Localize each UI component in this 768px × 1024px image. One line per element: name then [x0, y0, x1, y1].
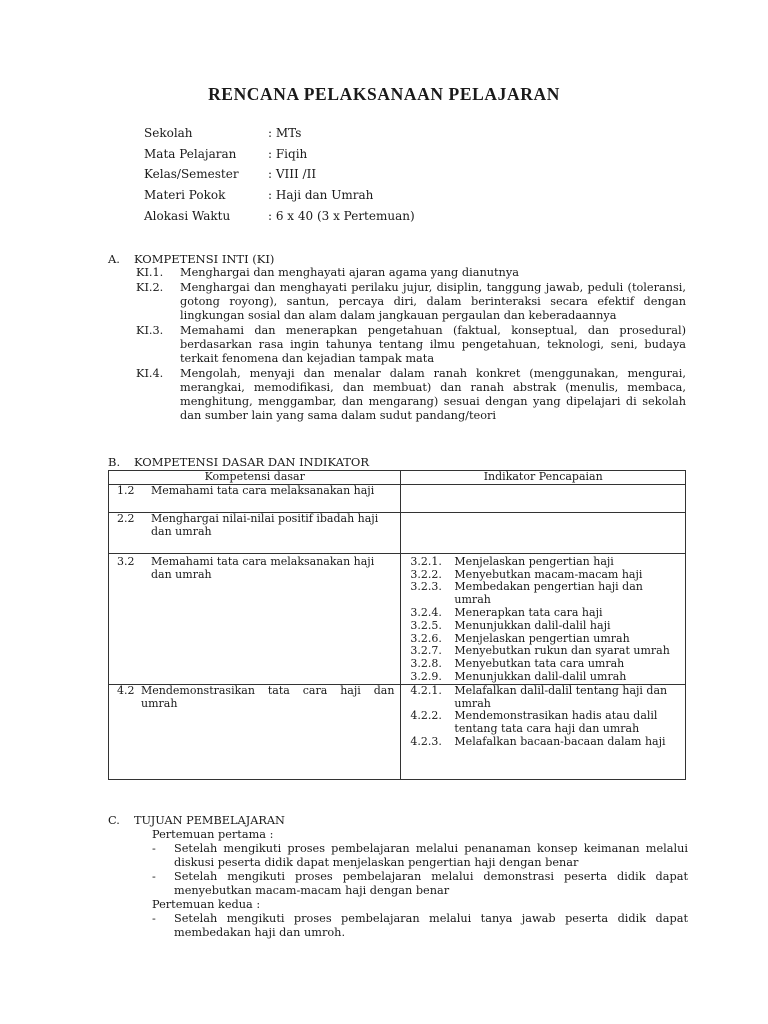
indicator-item: [401, 685, 685, 711]
bullet-mark: -: [152, 870, 156, 883]
indicator-number: 3.2.1.: [410, 554, 442, 568]
objective-item: [108, 870, 688, 898]
kd-number: 1.2: [117, 483, 135, 497]
info-value: : Haji dan Umrah: [268, 188, 374, 203]
ki-item: [136, 324, 686, 366]
table-header-kd: Kompetensi dasar: [109, 471, 401, 485]
section-title: KOMPETENSI INTI (KI): [134, 252, 275, 266]
info-block: [144, 126, 415, 229]
section-letter: C.: [108, 814, 120, 827]
indicator-text: Melafalkan dalil-dalil tentang haji dan umrah: [454, 683, 668, 710]
indicator-number: 3.2.6.: [410, 631, 442, 645]
info-value: : VIII /II: [268, 167, 317, 182]
indicator-text: Menyebutkan macam-macam haji: [454, 567, 643, 581]
kd-text: Menghargai nilai-nilai positif ibadah haji dan umrah: [151, 511, 379, 538]
indicator-item: [401, 581, 685, 607]
indicator-text: Menjelaskan pengertian umrah: [454, 631, 630, 645]
info-label: Materi Pokok: [144, 188, 226, 203]
objective-item: [108, 842, 688, 870]
kd-cell: [109, 553, 401, 684]
kd-cell: [109, 484, 401, 512]
bullet-mark: -: [152, 912, 156, 925]
indicator-number: 3.2.7.: [410, 644, 442, 658]
ki-number: KI.1.: [136, 266, 164, 279]
indicator-number: 4.2.1.: [410, 683, 442, 697]
bullet-mark: -: [152, 842, 156, 855]
ki-number: KI.3.: [136, 324, 164, 337]
table-header-indicator: Indikator Pencapaian: [401, 471, 686, 485]
indicator-number: 3.2.9.: [410, 669, 442, 683]
ki-item: [136, 367, 686, 423]
indicator-text: Menerapkan tata cara haji: [454, 605, 603, 619]
indicator-cell: [401, 684, 686, 779]
section-c: [108, 814, 688, 940]
objective-text: Setelah mengikuti proses pembelajaran melalui demonstrasi peserta didik dapat menyebutkan macam-macam haji dengan benar: [174, 870, 688, 897]
indicator-number: 3.2.5.: [410, 618, 442, 632]
kd-cell: [109, 684, 401, 779]
indicator-item: [401, 710, 685, 736]
ki-number: KI.2.: [136, 281, 164, 294]
indicator-number: 3.2.8.: [410, 657, 442, 671]
indicator-number: 4.2.3.: [410, 734, 442, 748]
kd-text: Memahami tata cara melaksanakan haji dan umrah: [151, 554, 375, 581]
kd-text: Memahami tata cara melaksanakan haji: [151, 483, 375, 497]
kd-number: 2.2: [117, 511, 135, 525]
section-a-heading: [108, 252, 274, 266]
indicator-item: [401, 736, 685, 749]
ki-item: [136, 266, 686, 280]
table-row: [109, 684, 686, 779]
info-row: [144, 147, 415, 168]
indicator-cell: [401, 484, 686, 512]
table-row: [109, 553, 686, 684]
kd-cell: [109, 512, 401, 553]
indicator-text: Menunjukkan dalil-dalil umrah: [454, 669, 627, 683]
indicator-text: Mendemonstrasikan hadis atau dalil tentang tata cara haji dan umrah: [454, 709, 658, 736]
ki-item: [136, 281, 686, 323]
ki-list: [136, 266, 686, 423]
indicator-number: 3.2.2.: [410, 567, 442, 581]
info-row: [144, 126, 415, 147]
info-row: [144, 188, 415, 209]
ki-text: Mengolah, menyaji dan menalar dalam ranah konkret (menggunakan, mengurai, merangkai, memodifikasi, dan membuat) dan ranah abstrak (menulis, membaca, menghitung, menggambar, dan mengarang) sesuai dengan yang dipelajari di sekolah dan sumber lain yang sama dalam sudut pandang/teori: [180, 367, 686, 422]
table-row: [109, 512, 686, 553]
indicator-text: Melafalkan bacaan-bacaan dalam haji: [454, 734, 666, 748]
meeting-label: Pertemuan pertama :: [152, 828, 274, 841]
info-value: : 6 x 40 (3 x Pertemuan): [268, 208, 415, 223]
ki-number: KI.4.: [136, 367, 164, 380]
kd-number: 3.2: [117, 554, 135, 568]
info-row: [144, 167, 415, 188]
indicator-number: 4.2.2.: [410, 709, 442, 723]
document-title: RENCANA PELAKSANAAN PELAJARAN: [208, 84, 560, 104]
indicator-cell: [401, 553, 686, 684]
section-b-heading: [108, 455, 369, 469]
kd-number: 4.2: [117, 683, 135, 697]
section-letter: B.: [108, 455, 121, 469]
kd-text: Mendemonstrasikan tata cara haji dan umrah: [141, 683, 395, 710]
indicator-text: Menjelaskan pengertian haji: [454, 554, 614, 568]
table-row: [109, 484, 686, 512]
info-value: : Fiqih: [268, 146, 308, 161]
info-label: Mata Pelajaran: [144, 146, 237, 161]
section-c-heading: [108, 814, 688, 828]
info-row: [144, 209, 415, 230]
indicator-number: 3.2.4.: [410, 605, 442, 619]
indicator-number: 3.2.3.: [410, 580, 442, 594]
indicator-text: Menyebutkan rukun dan syarat umrah: [454, 644, 670, 658]
indicator-text: Menyebutkan tata cara umrah: [454, 657, 625, 671]
ki-text: Memahami dan menerapkan pengetahuan (faktual, konseptual, dan prosedural) berdasarkan rasa ingin tahunya tentang ilmu pengetahuan, teknologi, seni, budaya terkait fenomena dan kejadian tampak mata: [180, 324, 686, 365]
section-letter: A.: [108, 252, 120, 266]
info-value: : MTs: [268, 126, 302, 140]
objective-text: Setelah mengikuti proses pembelajaran melalui penanaman konsep keimanan melalui diskusi peserta didik dapat menjelaskan pengertian haji dengan benar: [174, 842, 688, 869]
meeting-label: Pertemuan kedua :: [152, 898, 261, 911]
objective-text: Setelah mengikuti proses pembelajaran melalui tanya jawab peserta didik dapat membedakan haji dan umroh.: [174, 912, 688, 939]
objective-item: [108, 912, 688, 940]
ki-text: Menghargai dan menghayati perilaku jujur, disiplin, tanggung jawab, peduli (toleransi, gotong royong), santun, percaya diri, dalam berinteraksi secara efektif dengan lingkungan sosial dan alam dalam jangkauan pergaulan dan keberadaannya: [180, 281, 686, 322]
indicator-text: Menunjukkan dalil-dalil haji: [454, 618, 611, 632]
indicator-text: Membedakan pengertian haji dan umrah: [454, 580, 643, 607]
info-label: Alokasi Waktu: [144, 208, 231, 223]
info-label: Kelas/Semester: [144, 167, 239, 182]
indicator-cell: [401, 512, 686, 553]
section-title: KOMPETENSI DASAR DAN INDIKATOR: [134, 455, 370, 469]
kd-indicator-table: [108, 470, 686, 780]
indicator-item: [401, 671, 685, 684]
section-title: TUJUAN PEMBELAJARAN: [134, 814, 285, 827]
info-label: Sekolah: [144, 126, 193, 140]
ki-text: Menghargai dan menghayati ajaran agama yang dianutnya: [180, 266, 519, 279]
